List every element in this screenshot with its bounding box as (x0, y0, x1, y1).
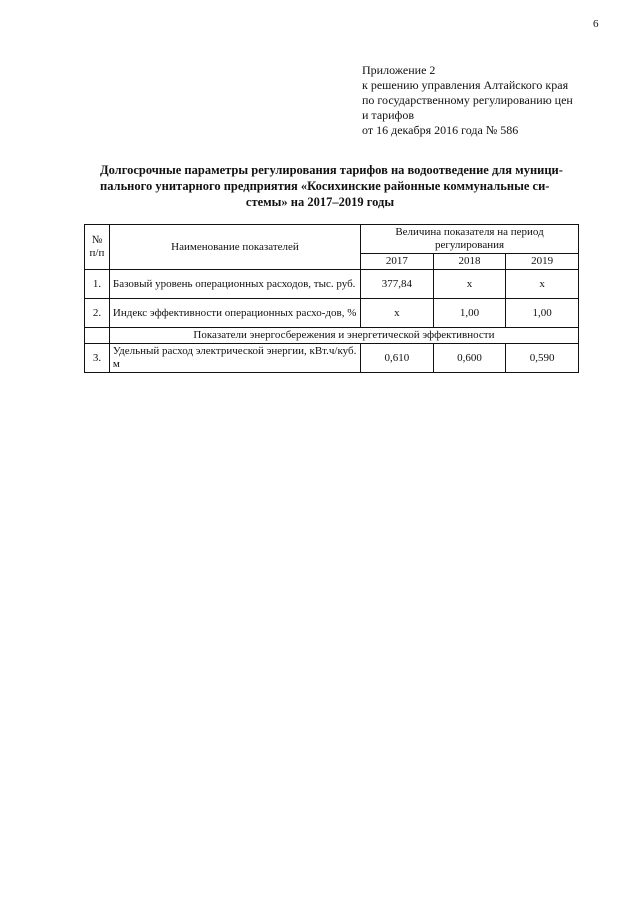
row-value: 1,00 (433, 299, 506, 328)
table-section-row (85, 328, 579, 344)
appendix-line: от 16 декабря 2016 года № 586 (362, 123, 519, 137)
header-year: 2018 (433, 254, 506, 270)
page-number: 6 (593, 18, 599, 30)
header-period: Величина показателя на период регулирования (361, 225, 579, 254)
section-spacer (85, 328, 110, 344)
row-value: x (433, 270, 506, 299)
row-name: Удельный расход электрической энергии, кВт.ч/куб. м (109, 344, 360, 373)
row-value: 0,600 (433, 344, 506, 373)
row-value: x (361, 299, 434, 328)
header-year: 2017 (361, 254, 434, 270)
table-header-row (85, 225, 579, 254)
table-row (85, 344, 579, 373)
header-year: 2019 (506, 254, 579, 270)
appendix-line: Приложение 2 (362, 63, 436, 77)
appendix-line: и тарифов (362, 108, 415, 122)
appendix-block (362, 63, 573, 138)
header-num: № п/п (85, 225, 110, 270)
row-num: 3. (85, 344, 110, 373)
row-value: x (506, 270, 579, 299)
row-name: Базовый уровень операционных расходов, тыс. руб. (109, 270, 360, 299)
title-line: пального унитарного предприятия «Косихинские районные коммунальные си- (100, 179, 550, 193)
row-value: 0,590 (506, 344, 579, 373)
row-name: Индекс эффективности операционных расхо-дов, % (109, 299, 360, 328)
title-line: стемы» на 2017–2019 годы (245, 195, 395, 209)
table-row (85, 270, 579, 299)
row-value: 377,84 (361, 270, 434, 299)
header-name: Наименование показателей (109, 225, 360, 270)
appendix-line: к решению управления Алтайского края (362, 78, 569, 92)
section-title: Показатели энергосбережения и энергетической эффективности (109, 328, 578, 344)
row-num: 1. (85, 270, 110, 299)
row-value: 0,610 (361, 344, 434, 373)
title-line: Долгосрочные параметры регулирования тарифов на водоотведение для муници- (100, 163, 563, 177)
document-title (100, 162, 563, 210)
row-value: 1,00 (506, 299, 579, 328)
table-row (85, 299, 579, 328)
row-num: 2. (85, 299, 110, 328)
appendix-line: по государственному регулированию цен (362, 93, 573, 107)
parameters-table (84, 224, 579, 373)
